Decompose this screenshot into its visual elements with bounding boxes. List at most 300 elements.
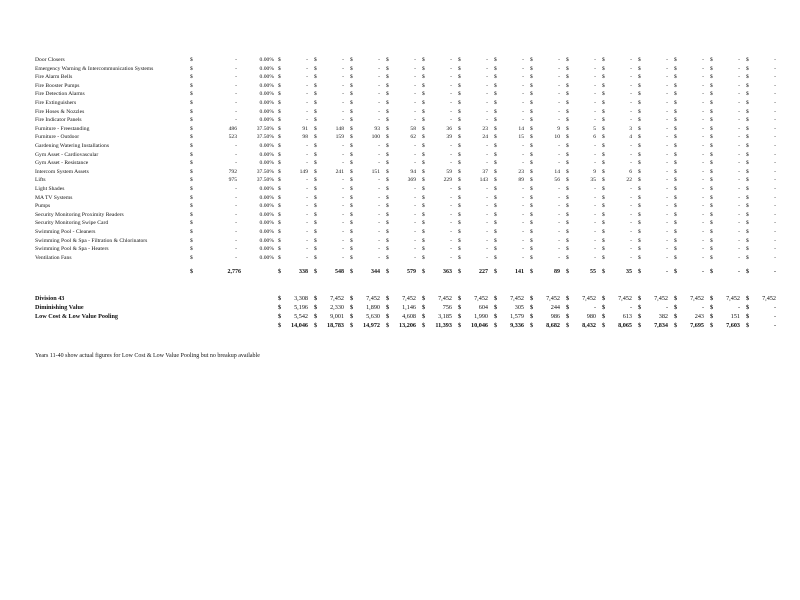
percentage: 37.50% [256,168,274,175]
cell-value: - [306,229,308,235]
currency-symbol: $ [674,134,677,141]
currency-symbol: $ [458,295,462,302]
cell-value: - [702,211,704,218]
currency-symbol: $ [602,304,606,311]
base-value: - [235,117,237,124]
currency-symbol: $ [602,65,605,72]
currency-symbol: $ [458,134,461,141]
currency-symbol: $ [566,160,569,167]
cell-value: - [306,186,308,192]
currency-symbol: $ [710,91,713,98]
cell-value: - [558,100,560,106]
cell-value: - [774,100,776,106]
cell-value: - [378,177,380,184]
currency-symbol: $ [746,134,749,141]
cell-value: - [486,254,488,261]
cell-value: - [522,108,524,115]
cell-value: - [558,82,560,89]
currency-symbol: $ [530,125,533,132]
currency-symbol: $ [530,203,533,210]
cell-value: - [414,82,416,89]
currency-symbol: $ [746,304,750,311]
cell-value: - [702,269,704,275]
currency-symbol: $ [314,186,317,192]
cell-value: - [594,203,596,210]
currency-symbol: $ [278,254,281,261]
currency-symbol: $ [566,57,569,63]
currency-symbol: $ [530,304,534,311]
cell-value: 604 [478,304,488,311]
currency-symbol: $ [710,313,714,320]
row-label: Fire Indicator Panels [35,117,82,124]
currency-symbol: $ [350,269,353,275]
cell-value: 7,452 [582,295,596,302]
currency-symbol: $ [458,269,461,275]
cell-value: - [450,237,452,244]
cell-value: - [773,313,776,320]
currency-symbol: $ [746,143,749,149]
table-row [0,108,800,116]
cell-value: 35 [590,177,596,184]
currency-symbol: $ [386,151,389,158]
cell-value: 756 [442,304,452,311]
currency-symbol: $ [458,65,461,72]
currency-symbol: $ [190,91,193,98]
base-value: - [235,203,237,210]
cell-value: - [738,65,740,72]
cell-value: - [702,220,704,227]
cell-value: - [522,229,524,235]
percentage: 0.00% [259,91,274,98]
cell-value: - [702,143,704,149]
row-label: Swimming Pool - Cleaners [35,229,96,235]
cell-value: - [774,134,776,141]
cell-value: - [774,269,776,275]
currency-symbol: $ [746,168,749,175]
cell-value: - [594,65,596,72]
cell-value: - [522,186,524,192]
currency-symbol: $ [494,134,497,141]
row-label: Fire Alarm Bells [35,74,73,81]
currency-symbol: $ [494,295,498,302]
cell-value: - [630,117,632,124]
cell-value: - [594,91,596,98]
cell-value: 8,065 [618,322,632,329]
currency-symbol: $ [710,168,713,175]
cell-value: - [378,203,380,210]
cell-value: - [773,304,776,311]
cell-value: - [738,117,740,124]
currency-symbol: $ [674,82,677,89]
currency-symbol: $ [566,203,569,210]
cell-value: - [342,229,344,235]
currency-symbol: $ [674,91,677,98]
cell-value: - [774,194,776,201]
cell-value: - [450,151,452,158]
currency-symbol: $ [386,203,389,210]
cell-value: - [774,151,776,158]
cell-value: - [486,160,488,167]
cell-value: - [522,100,524,106]
cell-value: - [594,246,596,253]
cell-value: - [738,57,740,63]
currency-symbol: $ [602,203,605,210]
cell-value: 35 [626,269,632,275]
currency-symbol: $ [458,108,461,115]
table-row [0,168,800,176]
currency-symbol: $ [458,117,461,124]
cell-value: - [522,220,524,227]
cell-value: - [666,269,668,275]
currency-symbol: $ [350,57,353,63]
percentage: 0.00% [259,220,274,227]
currency-symbol: $ [746,254,749,261]
currency-symbol: $ [278,229,281,235]
table-row [0,116,800,124]
currency-symbol: $ [566,100,569,106]
cell-value: 369 [407,177,416,184]
cell-value: 363 [443,269,452,275]
currency-symbol: $ [566,295,570,302]
currency-symbol: $ [710,117,713,124]
table-row [0,245,800,253]
currency-symbol: $ [314,269,317,275]
currency-symbol: $ [350,237,353,244]
currency-symbol: $ [278,304,282,311]
currency-symbol: $ [530,269,533,275]
currency-symbol: $ [746,151,749,158]
currency-symbol: $ [746,229,749,235]
cell-value: 14,972 [362,322,380,329]
currency-symbol: $ [314,160,317,167]
cell-value: 89 [554,269,560,275]
currency-symbol: $ [190,211,193,218]
cell-value: - [774,177,776,184]
cell-value: - [414,246,416,253]
currency-symbol: $ [494,194,497,201]
currency-symbol: $ [422,246,425,253]
currency-symbol: $ [386,117,389,124]
cell-value: - [558,57,560,63]
cell-value: - [342,74,344,81]
cell-value: - [666,74,668,81]
currency-symbol: $ [350,143,353,149]
currency-symbol: $ [278,168,281,175]
currency-symbol: $ [638,313,642,320]
currency-symbol: $ [530,82,533,89]
currency-symbol: $ [530,57,533,63]
currency-symbol: $ [494,168,497,175]
cell-value: - [702,65,704,72]
currency-symbol: $ [494,177,497,184]
currency-symbol: $ [494,322,498,329]
cell-value: 143 [479,177,488,184]
currency-symbol: $ [350,177,353,184]
currency-symbol: $ [566,254,569,261]
cell-value: - [630,74,632,81]
cell-value: - [342,246,344,253]
currency-symbol: $ [638,220,641,227]
currency-symbol: $ [386,194,389,201]
cell-value: - [342,211,344,218]
currency-symbol: $ [674,108,677,115]
summary-row [0,312,800,321]
cell-value: - [558,194,560,201]
currency-symbol: $ [458,160,461,167]
percentage: 0.00% [259,229,274,235]
currency-symbol: $ [278,269,281,275]
currency-symbol: $ [638,57,641,63]
cell-value: - [594,220,596,227]
currency-symbol: $ [566,134,569,141]
cell-value: - [414,160,416,167]
currency-symbol: $ [314,91,317,98]
currency-symbol: $ [566,125,569,132]
currency-symbol: $ [422,168,425,175]
cell-value: - [450,108,452,115]
currency-symbol: $ [746,203,749,210]
currency-symbol: $ [638,322,642,329]
cell-value: - [630,186,632,192]
currency-symbol: $ [190,108,193,115]
cell-value: - [666,117,668,124]
cell-value: - [702,237,704,244]
summary-label: Diminishing Value [35,304,84,311]
currency-symbol: $ [638,168,641,175]
row-label: Fire Booster Pumps [35,82,80,89]
base-value: 486 [228,125,237,132]
cell-value: 2,330 [330,304,344,311]
cell-value: 11,393 [435,322,452,329]
cell-value: 7,452 [474,295,488,302]
currency-symbol: $ [422,117,425,124]
cell-value: - [702,160,704,167]
currency-symbol: $ [746,108,749,115]
cell-value: - [630,143,632,149]
currency-symbol: $ [314,304,318,311]
cell-value: 10,046 [470,322,488,329]
cell-value: - [593,304,596,311]
currency-symbol: $ [530,151,533,158]
currency-symbol: $ [710,125,713,132]
currency-symbol: $ [422,304,426,311]
currency-symbol: $ [190,220,193,227]
cell-value: - [306,211,308,218]
cell-value: - [558,211,560,218]
currency-symbol: $ [278,91,281,98]
currency-symbol: $ [674,229,677,235]
currency-symbol: $ [566,108,569,115]
cell-value: - [342,65,344,72]
cell-value: 613 [622,313,632,320]
currency-symbol: $ [458,143,461,149]
cell-value: - [558,203,560,210]
cell-value: 7,603 [726,322,740,329]
cell-value: - [342,254,344,261]
percentage: 0.00% [259,57,274,63]
cell-value: - [702,151,704,158]
cell-value: 338 [299,269,308,275]
currency-symbol: $ [422,57,425,63]
currency-symbol: $ [674,186,677,192]
cell-value: - [738,203,740,210]
currency-symbol: $ [494,65,497,72]
currency-symbol: $ [350,160,353,167]
cell-value: - [450,254,452,261]
currency-symbol: $ [314,57,317,63]
currency-symbol: $ [494,237,497,244]
table-row [0,219,800,227]
currency-symbol: $ [386,186,389,192]
currency-symbol: $ [710,65,713,72]
currency-symbol: $ [458,194,461,201]
cell-value: - [630,108,632,115]
currency-symbol: $ [710,254,713,261]
cell-value: - [702,194,704,201]
cell-value: - [378,65,380,72]
cell-value: - [666,160,668,167]
currency-symbol: $ [566,211,569,218]
cell-value: 62 [410,134,416,141]
currency-symbol: $ [674,57,677,63]
currency-symbol: $ [674,254,677,261]
cell-value: - [594,117,596,124]
cell-value: - [486,211,488,218]
currency-symbol: $ [674,74,677,81]
currency-symbol: $ [314,295,318,302]
currency-symbol: $ [350,186,353,192]
currency-symbol: $ [422,194,425,201]
percentage: 0.00% [259,151,274,158]
cell-value: - [666,186,668,192]
currency-symbol: $ [746,211,749,218]
currency-symbol: $ [458,177,461,184]
currency-symbol: $ [674,65,677,72]
currency-symbol: $ [350,91,353,98]
cell-value: - [738,100,740,106]
cell-value: - [522,143,524,149]
base-value: - [235,220,237,227]
currency-symbol: $ [746,117,749,124]
currency-symbol: $ [386,82,389,89]
currency-symbol: $ [530,246,533,253]
cell-value: - [450,57,452,63]
cell-value: - [342,160,344,167]
cell-value: - [630,65,632,72]
currency-symbol: $ [386,65,389,72]
cell-value: 13,206 [398,322,416,329]
cell-value: - [594,151,596,158]
row-label: Pumps [35,203,51,210]
cell-value: - [450,143,452,149]
currency-symbol: $ [746,295,750,302]
cell-value: - [629,304,632,311]
table-row [0,159,800,167]
currency-symbol: $ [566,194,569,201]
currency-symbol: $ [350,168,353,175]
cell-value: - [486,203,488,210]
table-row [0,73,800,81]
currency-symbol: $ [566,237,569,244]
currency-symbol: $ [638,269,641,275]
currency-symbol: $ [458,168,461,175]
cell-value: - [738,82,740,89]
cell-value: - [450,211,452,218]
currency-symbol: $ [530,295,534,302]
currency-symbol: $ [278,117,281,124]
cell-value: 14 [518,125,524,132]
cell-value: - [666,203,668,210]
cell-value: - [522,203,524,210]
currency-symbol: $ [746,57,749,63]
cell-value: - [738,194,740,201]
currency-symbol: $ [314,74,317,81]
cell-value: 6 [629,168,632,175]
currency-symbol: $ [422,269,425,275]
currency-symbol: $ [422,229,425,235]
currency-symbol: $ [190,194,193,201]
currency-symbol: $ [386,168,389,175]
currency-symbol: $ [314,237,317,244]
currency-symbol: $ [530,211,533,218]
cell-value: 7,452 [510,295,524,302]
currency-symbol: $ [190,143,193,149]
row-label: Intercom System Assets [35,168,89,175]
cell-value: 7,452 [726,295,740,302]
currency-symbol: $ [422,211,425,218]
cell-value: 149 [299,168,308,175]
cell-value: - [702,246,704,253]
currency-symbol: $ [674,313,678,320]
percentage: 0.00% [259,160,274,167]
cell-value: - [774,108,776,115]
currency-symbol: $ [494,91,497,98]
cell-value: - [342,57,344,63]
cell-value: - [738,151,740,158]
currency-symbol: $ [314,203,317,210]
cell-value: - [558,160,560,167]
cell-value: 7,452 [762,295,776,302]
cell-value: - [738,220,740,227]
cell-value: - [666,220,668,227]
currency-symbol: $ [638,211,641,218]
cell-value: - [594,57,596,63]
row-label: Lifts [35,177,46,184]
cell-value: - [702,74,704,81]
currency-symbol: $ [530,220,533,227]
currency-symbol: $ [602,246,605,253]
cell-value: - [738,254,740,261]
cell-value: - [630,246,632,253]
percentage: 0.00% [259,143,274,149]
currency-symbol: $ [530,322,534,329]
cell-value: - [306,143,308,149]
cell-value: - [737,304,740,311]
currency-symbol: $ [422,186,425,192]
currency-symbol: $ [566,269,569,275]
base-value: - [235,100,237,106]
base-value: - [235,186,237,192]
currency-symbol: $ [530,254,533,261]
cell-value: - [558,220,560,227]
cell-value: - [702,177,704,184]
cell-value: 55 [590,269,596,275]
currency-symbol: $ [602,74,605,81]
currency-symbol: $ [278,100,281,106]
currency-symbol: $ [458,186,461,192]
cell-value: - [738,186,740,192]
cell-value: 382 [658,313,668,320]
